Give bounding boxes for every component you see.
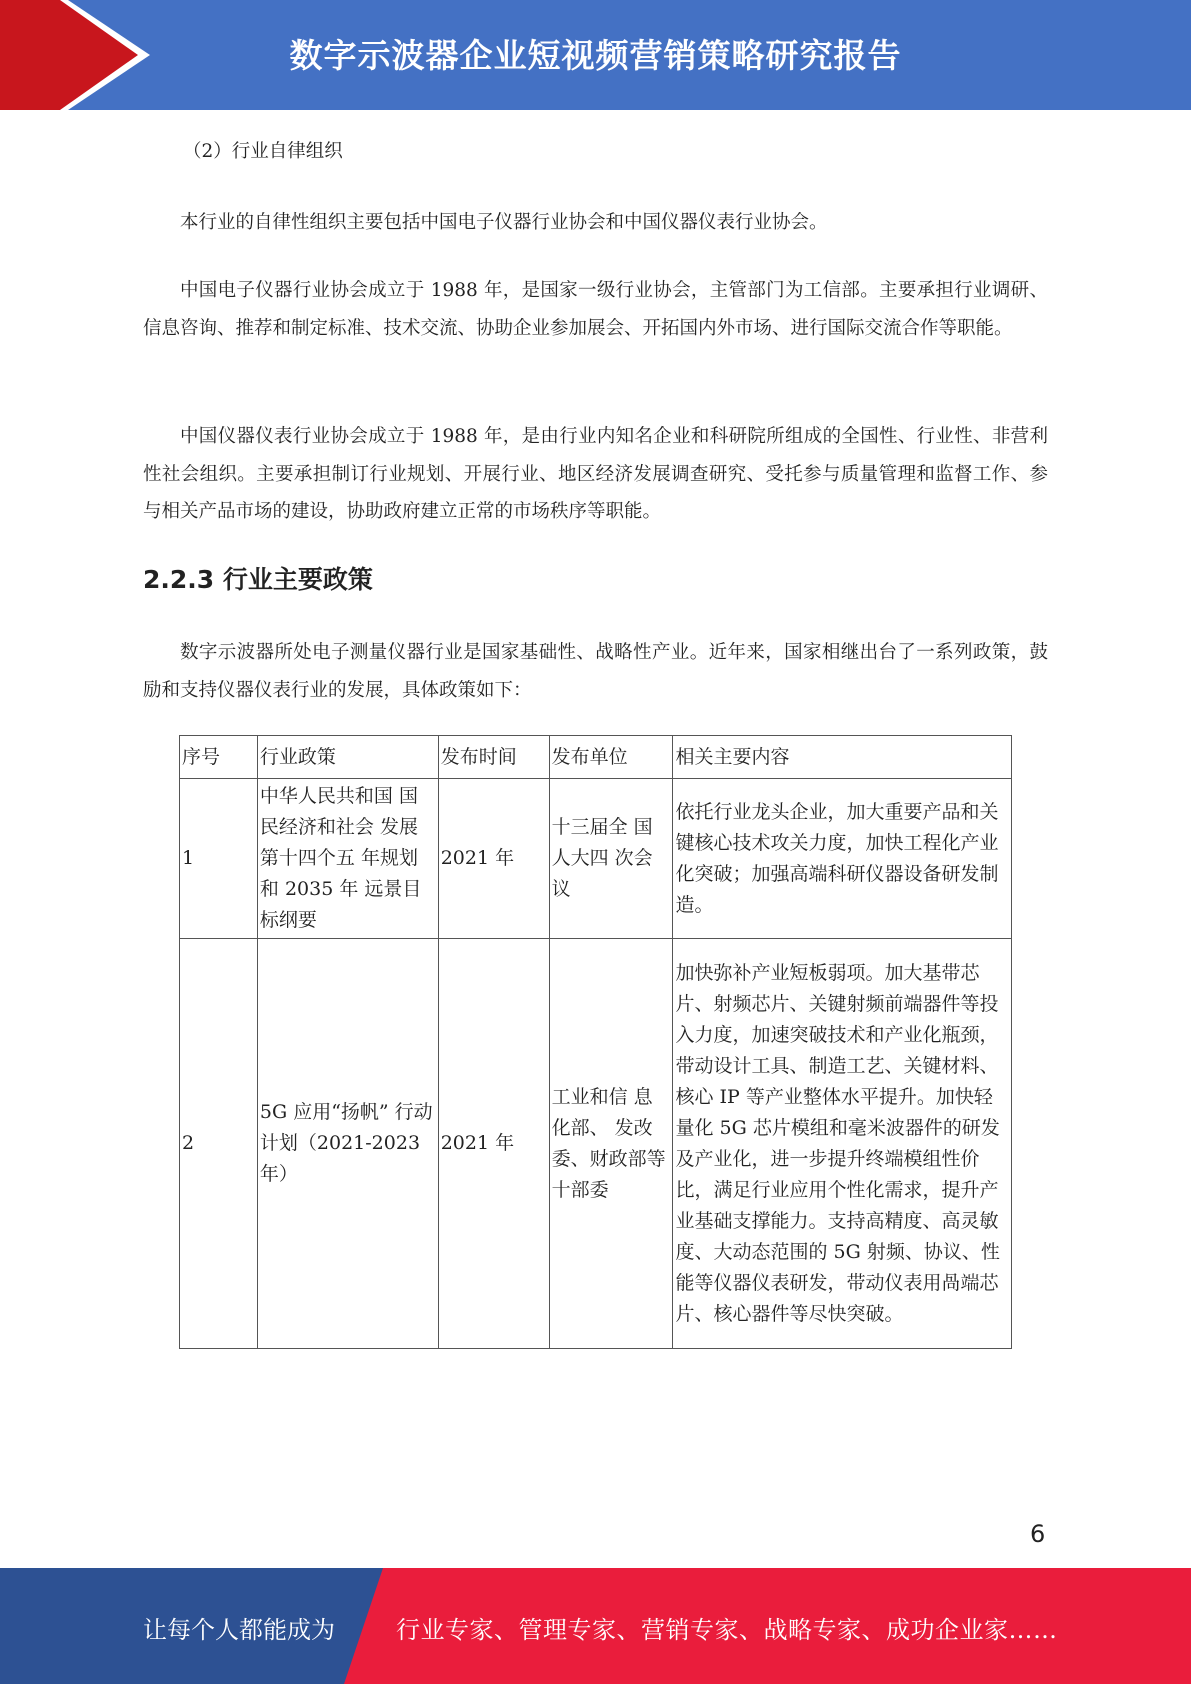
table-cell-issuer: 十三届全 国人大四 次会议: [549, 779, 673, 939]
header-title: 数字示波器企业短视频营销策略研究报告: [289, 36, 902, 75]
table-header-issuer: 发布单位: [549, 736, 673, 779]
paragraph-cima: 中国仪器仪表行业协会成立于 1988 年，是由行业内知名企业和科研院所组成的全国性、行业性、非营利性社会组织。主要承担制订行业规划、开展行业、地区经济发展调查研究、受托参与质量管理和监督工作、参与相关产品市场的建设，协助政府建立正常的市场秩序等职能。: [143, 426, 1048, 522]
table-cell-content: 依托行业龙头企业，加大重要产品和关键核心技术攻关力度，加快工程化产业化突破；加强高端科研仪器设备研发制造。: [673, 779, 1012, 939]
table-cell-content: 加快弥补产业短板弱项。加大基带芯片、射频芯片、关键射频前端器件等投入力度，加速突破技术和产业化瓶颈，带动设计工具、制造工艺、关键材料、核心 IP 等产业整体水平提升。加快轻量化 5G 芯片模组和毫米波器件的研发及产业化，进一步提升终端模组性价比，满足行业应用个性化需求，提升产业基础支撑能力。支持高精度、高灵敏度、大动态范围的 5G 射频、协议、性能等仪器仪表研发，带动仪表用咼端芯片、核心器件等尽快突破。: [673, 939, 1012, 1349]
paragraph-intro: 本行业的自律性组织主要包括中国电子仪器行业协会和中国仪器仪表行业协会。: [180, 212, 828, 233]
footer-slogan-left: 让每个人都能成为: [143, 1616, 335, 1644]
paragraph-policy-intro: 数字示波器所处电子测量仪器行业是国家基础性、战略性产业。近年来，国家相继出台了一系列政策，鼓励和支持仪器仪表行业的发展，具体政策如下：: [143, 642, 1048, 701]
page-number: 6: [1030, 1520, 1046, 1548]
policy-table: [179, 735, 1012, 1349]
page-header: [0, 0, 1191, 110]
footer-slogan-right: 行业专家、管理专家、营销专家、战略专家、成功企业家……: [396, 1616, 1058, 1644]
page-footer: [0, 1568, 1191, 1684]
table-row: [180, 939, 1012, 1349]
table-header-no: 序号: [180, 736, 258, 779]
table-cell-no: 1: [180, 779, 258, 939]
table-cell-date: 2021 年: [438, 779, 549, 939]
table-header-date: 发布时间: [438, 736, 549, 779]
table-cell-date: 2021 年: [438, 939, 549, 1349]
paragraph-ceia: 中国电子仪器行业协会成立于 1988 年，是国家一级行业协会，主管部门为工信部。主要承担行业调研、信息咨询、推荐和制定标准、技术交流、协助企业参加展会、开拓国内外市场、进行国际交流合作等职能。: [143, 280, 1048, 339]
table-cell-policy: 中华人民共和国 国民经济和社会 发展第十四个五 年规划和 2035 年 远景目标纲要: [257, 779, 438, 939]
table-header-policy: 行业政策: [257, 736, 438, 779]
table-row: [180, 779, 1012, 939]
table-header-row: [180, 736, 1012, 779]
table-cell-policy: 5G 应用“扬帆” 行动计划（2021-2023 年）: [257, 939, 438, 1349]
table-header-content: 相关主要内容: [673, 736, 1012, 779]
table-cell-issuer: 工业和信 息化部、 发改委、财政部等 十部委: [549, 939, 673, 1349]
header-red-chevron-icon: [0, 0, 160, 110]
subheading-self-regulatory: （2）行业自律组织: [183, 141, 343, 162]
table-cell-no: 2: [180, 939, 258, 1349]
section-heading-policies: 2.2.3 行业主要政策: [143, 565, 373, 594]
